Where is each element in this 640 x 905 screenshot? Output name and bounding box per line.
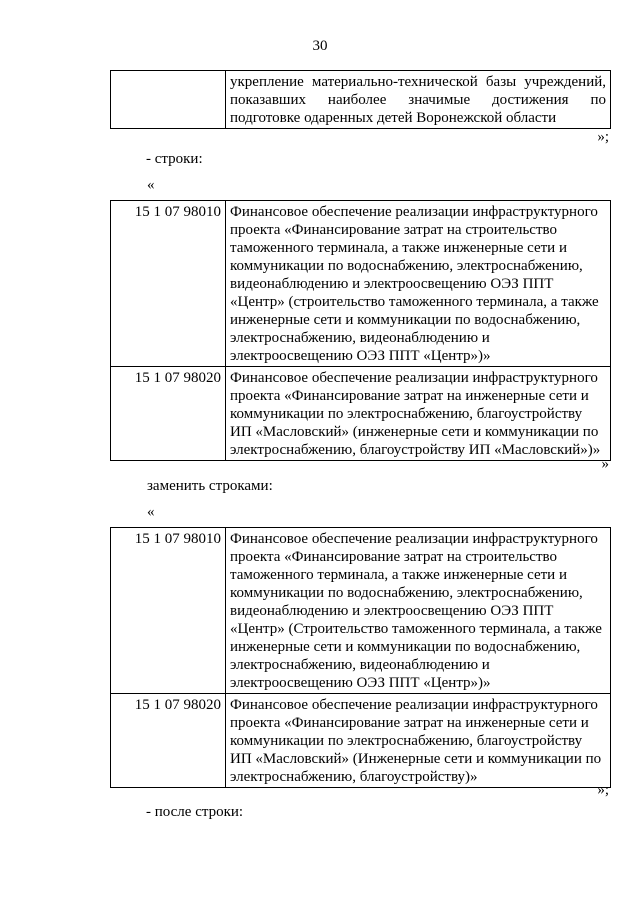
text-cell [226,694,611,788]
text-line: проекта «Финансирование затрат на строительство [230,549,557,565]
code-cell: 15 1 07 98010 [111,528,226,694]
text-line: электроснабжению, видеонаблюдению и [230,330,490,346]
previous-table [110,70,611,129]
old-rows-table [110,200,611,461]
text-line: электроснабжению, благоустройству ИП «Масловский»)» [230,442,601,458]
opening-quote: « [147,177,155,193]
text-line: таможенного терминала, а также инженерные сети и [230,567,567,583]
code-cell: 15 1 07 98020 [111,694,226,788]
text-line: электроосвещению ОЭЗ ППТ «Центр»)» [230,675,491,691]
text-cell [226,367,611,461]
text-line: электроосвещению ОЭЗ ППТ «Центр»)» [230,348,491,364]
text-line: Финансовое обеспечение реализации инфраструктурного [230,370,598,386]
page-number: 30 [312,38,328,54]
text-line: подготовке одаренных детей Воронежской области [230,110,557,126]
text-line: Финансовое обеспечение реализации инфраструктурного [230,204,598,220]
code-cell: 15 1 07 98010 [111,201,226,367]
text-line: видеонаблюдению и электроосвещению ОЭЗ ППТ [230,276,554,292]
opening-quote: « [147,504,155,520]
text-cell [226,201,611,367]
text-line: укрепление материально-технической базы учреждений, [230,74,606,90]
text-cell [226,71,611,129]
text-line: электроснабжению, видеонаблюдению и [230,657,490,673]
text-line: инженерные сети и коммуникации по водоснабжению, [230,639,581,655]
text-line: проекта «Финансирование затрат на инженерные сети и [230,715,589,731]
text-line: инженерные сети и коммуникации по водоснабжению, [230,312,581,328]
text-line: электроснабжению, благоустройству)» [230,769,478,785]
text-line: видеонаблюдению и электроосвещению ОЭЗ ППТ [230,603,554,619]
table-row [111,71,611,129]
text-line: коммуникации по электроснабжению, благоустройству [230,406,583,422]
label-after: - после строки: [146,804,244,820]
label-strings: - строки: [146,151,203,167]
new-rows-table [110,527,611,788]
text-line: Финансовое обеспечение реализации инфраструктурного [230,697,598,713]
text-line: проекта «Финансирование затрат на строительство [230,222,557,238]
closing-quote: » [601,456,609,472]
code-cell: 15 1 07 98020 [111,367,226,461]
label-replace: заменить строками: [147,478,273,494]
text-cell [226,528,611,694]
text-line: показавших наиболее значимые достижения по [230,92,606,108]
text-line: коммуникации по водоснабжению, электроснабжению, [230,258,583,274]
closing-quote: »; [597,782,609,798]
table-row [111,367,611,461]
text-line: «Центр» (строительство таможенного терминала, а также [230,294,599,310]
table-row [111,528,611,694]
closing-quote: »; [597,129,609,145]
text-line: таможенного терминала, а также инженерные сети и [230,240,567,256]
text-line: коммуникации по водоснабжению, электроснабжению, [230,585,583,601]
text-line: коммуникации по электроснабжению, благоустройству [230,733,583,749]
table-row [111,694,611,788]
text-line: Финансовое обеспечение реализации инфраструктурного [230,531,598,547]
table-row [111,201,611,367]
text-line: ИП «Масловский» (инженерные сети и коммуникации по [230,424,599,440]
text-line: «Центр» (Строительство таможенного терминала, а также [230,621,602,637]
text-line: ИП «Масловский» (Инженерные сети и коммуникации по [230,751,602,767]
code-cell [111,71,226,129]
text-line: проекта «Финансирование затрат на инженерные сети и [230,388,589,404]
